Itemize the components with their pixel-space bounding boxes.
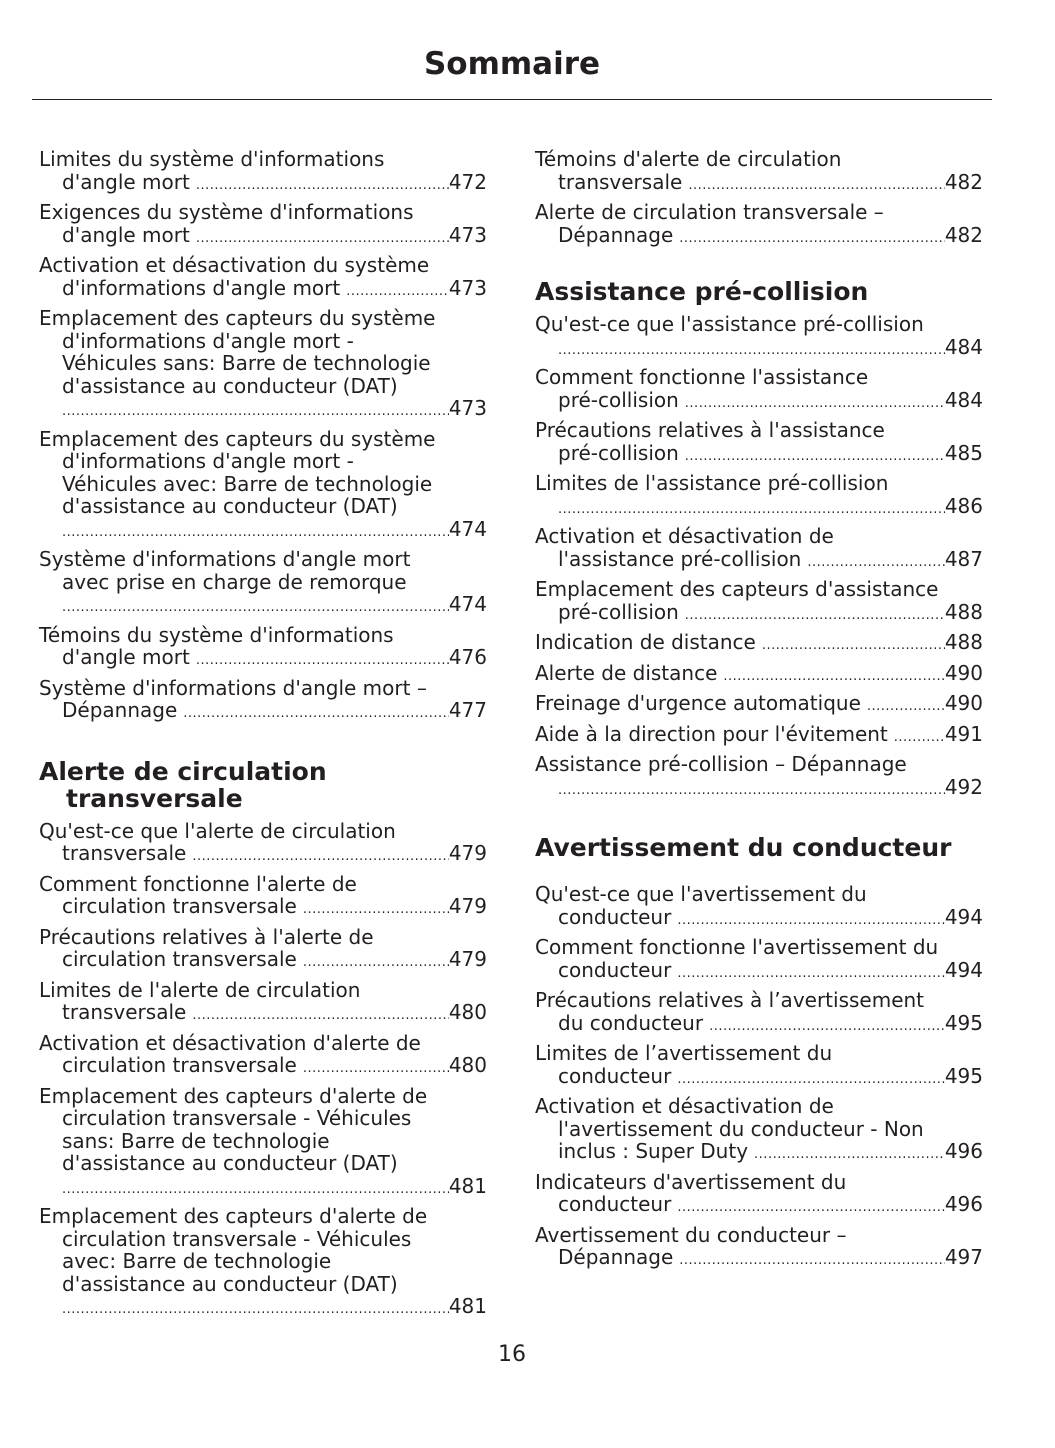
dot-leader bbox=[685, 393, 945, 416]
toc-entry[interactable] bbox=[535, 419, 983, 468]
section-heading-line: transversale bbox=[66, 783, 243, 813]
toc-entry-title: d'angle mort bbox=[62, 645, 190, 669]
dot-leader bbox=[558, 499, 945, 522]
toc-entry-title-line: avec prise en charge de remorque bbox=[62, 569, 407, 594]
toc-page-number: 479 bbox=[448, 894, 487, 918]
dot-leader bbox=[303, 952, 449, 975]
toc-entry[interactable] bbox=[535, 1042, 983, 1091]
toc-entry-title: Dépannage bbox=[558, 1245, 674, 1269]
toc-entry-leader-line bbox=[535, 336, 983, 363]
toc-entry-title-line: Témoins d'alerte de circulation bbox=[535, 147, 842, 171]
toc-entry-title: d'angle mort bbox=[62, 222, 190, 247]
dot-leader bbox=[558, 780, 945, 803]
toc-entry[interactable] bbox=[535, 366, 983, 415]
toc-entry-title: pré-collision bbox=[558, 599, 679, 624]
toc-page-number: 480 bbox=[448, 1000, 487, 1024]
toc-entry-title: du conducteur bbox=[558, 1010, 704, 1035]
toc-entry-leader-line bbox=[535, 224, 983, 251]
toc-entry[interactable] bbox=[535, 1224, 983, 1273]
toc-entry[interactable] bbox=[39, 1032, 487, 1081]
toc-entry[interactable] bbox=[535, 148, 983, 197]
title-divider bbox=[32, 99, 992, 100]
toc-entry-title-line: d'informations d'angle mort - bbox=[62, 328, 354, 353]
dot-leader bbox=[679, 1250, 945, 1273]
toc-right-column bbox=[535, 148, 983, 1277]
toc-entry-title-line: Emplacement des capteurs du système bbox=[39, 426, 436, 451]
toc-entry[interactable] bbox=[535, 989, 983, 1038]
toc-entry-title-line: Assistance pré-collision – Dépannage bbox=[535, 752, 907, 776]
toc-entry[interactable] bbox=[39, 1085, 487, 1202]
toc-entry-leader-line bbox=[535, 442, 983, 469]
section-heading-pre-collision-assist: Assistance pré-collision bbox=[535, 277, 869, 306]
toc-page-number: 484 bbox=[944, 387, 983, 412]
toc-entry-title: Aide à la direction pour l'évitement bbox=[535, 721, 888, 746]
toc-entry[interactable] bbox=[39, 1205, 487, 1322]
toc-page-number: 495 bbox=[944, 1063, 983, 1088]
toc-entry-leader-line bbox=[39, 646, 487, 673]
toc-entry-title: conducteur bbox=[558, 1063, 672, 1088]
section-heading-cross-traffic-alert bbox=[39, 758, 487, 812]
toc-entry-leader-line bbox=[39, 1001, 487, 1028]
toc-entry[interactable] bbox=[39, 254, 487, 303]
toc-page-number: 482 bbox=[944, 222, 983, 247]
toc-entry-title-line: d'assistance au conducteur (DAT) bbox=[62, 373, 398, 398]
toc-entry-title-line: Comment fonctionne l'alerte de bbox=[39, 871, 357, 896]
toc-entry[interactable] bbox=[535, 723, 983, 750]
dot-leader bbox=[685, 605, 945, 628]
dot-leader bbox=[723, 666, 944, 689]
toc-entry-title-line: Système d'informations d'angle mort bbox=[39, 547, 411, 571]
toc-entry-title-line: Emplacement des capteurs du système bbox=[39, 306, 436, 330]
toc-entry-title: Freinage d'urgence automatique bbox=[535, 691, 861, 715]
toc-entry-leader-line bbox=[535, 959, 983, 986]
toc-entry-leader-line bbox=[39, 593, 487, 620]
toc-entry[interactable] bbox=[39, 428, 487, 545]
dot-leader bbox=[762, 635, 945, 658]
toc-entry-title-line: Emplacement des capteurs d'alerte de bbox=[39, 1083, 428, 1108]
toc-entry[interactable] bbox=[39, 307, 487, 424]
toc-entry-leader-line bbox=[535, 601, 983, 628]
toc-entry-title: conducteur bbox=[558, 1192, 672, 1216]
toc-entry-title-line: Véhicules avec: Barre de technologie bbox=[62, 471, 433, 496]
toc-entry-leader-line bbox=[535, 389, 983, 416]
dot-leader bbox=[677, 1069, 944, 1092]
toc-page-number: 472 bbox=[448, 169, 487, 194]
toc-entry-title-line: d'assistance au conducteur (DAT) bbox=[62, 1271, 398, 1296]
toc-entry-title: pré-collision bbox=[558, 440, 679, 465]
dot-leader bbox=[677, 910, 944, 933]
toc-entry[interactable] bbox=[39, 926, 487, 975]
toc-entry-title-line: Système d'informations d'angle mort – bbox=[39, 675, 427, 700]
toc-entry-title-line: d'assistance au conducteur (DAT) bbox=[62, 494, 398, 518]
toc-entry-leader-line bbox=[535, 1065, 983, 1092]
section-heading-driver-alert: Avertissement du conducteur bbox=[535, 833, 952, 862]
toc-entry-leader-line bbox=[535, 631, 983, 658]
toc-entry-title-line: l'avertissement du conducteur - Non bbox=[558, 1116, 924, 1141]
toc-entry-title-line: Activation et désactivation de bbox=[535, 1094, 834, 1118]
toc-entry-leader-line bbox=[535, 1193, 983, 1220]
toc-entry-title: Dépannage bbox=[62, 698, 178, 722]
toc-group bbox=[39, 820, 487, 1322]
toc-entry-leader-line bbox=[535, 723, 983, 750]
toc-entry-title: inclus : Super Duty bbox=[558, 1139, 749, 1163]
toc-entry-title-line: Limites du système d'informations bbox=[39, 147, 385, 171]
toc-entry[interactable] bbox=[535, 313, 983, 362]
dot-leader bbox=[346, 281, 449, 304]
dot-leader bbox=[196, 650, 449, 673]
dot-leader bbox=[196, 228, 449, 251]
toc-page-number: 474 bbox=[448, 592, 487, 616]
toc-page-number: 479 bbox=[448, 947, 487, 971]
toc-page-number: 474 bbox=[448, 516, 487, 541]
toc-entry-leader-line bbox=[535, 495, 983, 522]
toc-entry[interactable] bbox=[535, 578, 983, 627]
toc-page-number: 491 bbox=[944, 721, 983, 746]
toc-entry[interactable] bbox=[535, 936, 983, 985]
toc-entry-leader-line bbox=[39, 948, 487, 975]
dot-leader bbox=[894, 727, 945, 750]
toc-page-number: 477 bbox=[448, 698, 487, 722]
toc-page-number: 487 bbox=[944, 546, 983, 571]
toc-page-number: 473 bbox=[448, 275, 487, 300]
page-title: Sommaire bbox=[423, 46, 601, 82]
toc-entry-title-line: Activation et désactivation de bbox=[535, 524, 834, 548]
dot-leader bbox=[183, 703, 449, 726]
toc-entry-title-line: Indicateurs d'avertissement du bbox=[535, 1169, 847, 1194]
section-heading-line: Alerte de circulation bbox=[39, 756, 327, 786]
toc-page-number: 494 bbox=[944, 957, 983, 982]
dot-leader bbox=[679, 228, 945, 251]
toc-entry[interactable] bbox=[39, 201, 487, 250]
dot-leader bbox=[558, 340, 945, 363]
toc-entry-title-line: Activation et désactivation du système bbox=[39, 253, 430, 277]
toc-page-number: 488 bbox=[944, 599, 983, 624]
toc-entry-leader-line bbox=[39, 842, 487, 869]
dot-leader bbox=[754, 1144, 945, 1167]
toc-entry[interactable] bbox=[39, 148, 487, 197]
toc-entry[interactable] bbox=[39, 624, 487, 673]
toc-entry-leader-line bbox=[39, 1295, 487, 1322]
dot-leader bbox=[62, 401, 449, 424]
toc-entry-title-line: Avertissement du conducteur – bbox=[535, 1222, 847, 1247]
toc-entry-title: l'assistance pré-collision bbox=[558, 546, 802, 571]
dot-leader bbox=[303, 1058, 449, 1081]
toc-page-number: 496 bbox=[944, 1139, 983, 1163]
toc-entry-title: conducteur bbox=[558, 957, 672, 982]
toc-entry-title: Dépannage bbox=[558, 222, 674, 247]
toc-entry[interactable] bbox=[535, 631, 983, 658]
dot-leader bbox=[62, 1299, 449, 1322]
toc-entry[interactable] bbox=[535, 1171, 983, 1220]
dot-leader bbox=[303, 899, 449, 922]
toc-entry-title: transversale bbox=[62, 1000, 187, 1024]
dot-leader bbox=[867, 696, 945, 719]
dot-leader bbox=[62, 522, 449, 545]
toc-page-number: 473 bbox=[448, 222, 487, 247]
toc-entry-leader-line bbox=[39, 518, 487, 545]
dot-leader bbox=[192, 1005, 448, 1028]
toc-page-number: 485 bbox=[944, 440, 983, 465]
toc-entry[interactable] bbox=[39, 677, 487, 726]
toc-entry-title: d'angle mort bbox=[62, 169, 190, 194]
toc-entry-leader-line bbox=[535, 1012, 983, 1039]
toc-entry-title: circulation transversale bbox=[62, 947, 297, 971]
dot-leader bbox=[709, 1016, 945, 1039]
toc-page-number: 490 bbox=[944, 691, 983, 715]
toc-group bbox=[39, 148, 487, 726]
toc-page-number: 481 bbox=[448, 1173, 487, 1198]
toc-entry[interactable] bbox=[39, 979, 487, 1028]
toc-entry-leader-line bbox=[39, 1054, 487, 1081]
toc-entry[interactable] bbox=[535, 692, 983, 719]
toc-entry-leader-line bbox=[535, 662, 983, 689]
toc-entry-title-line: Précautions relatives à l'assistance bbox=[535, 418, 885, 442]
toc-page-number: 473 bbox=[448, 396, 487, 420]
toc-entry[interactable] bbox=[39, 873, 487, 922]
toc-entry-title-line: Comment fonctionne l'avertissement du bbox=[535, 935, 939, 959]
toc-entry-title: circulation transversale bbox=[62, 1053, 297, 1077]
dot-leader bbox=[688, 175, 944, 198]
toc-entry-title: Indication de distance bbox=[535, 630, 756, 654]
toc-page-number: 476 bbox=[448, 645, 487, 669]
toc-page-number: 497 bbox=[944, 1245, 983, 1269]
toc-entry-title: transversale bbox=[62, 841, 187, 865]
toc-entry-title: conducteur bbox=[558, 904, 672, 929]
toc-page-number: 495 bbox=[944, 1010, 983, 1035]
toc-entry-title-line: Limites de l’avertissement du bbox=[535, 1041, 833, 1065]
dot-leader bbox=[192, 846, 448, 869]
toc-entry[interactable] bbox=[535, 201, 983, 250]
dot-leader bbox=[677, 963, 944, 986]
dot-leader bbox=[807, 552, 944, 575]
toc-page-number: 490 bbox=[944, 660, 983, 685]
toc-page-number: 479 bbox=[448, 841, 487, 865]
toc-entry-title-line: Précautions relatives à l'alerte de bbox=[39, 924, 374, 949]
toc-entry-title-line: circulation transversale - Véhicules bbox=[62, 1226, 412, 1251]
toc-entry-title: circulation transversale bbox=[62, 894, 297, 918]
toc-entry-title-line: Exigences du système d'informations bbox=[39, 200, 414, 224]
toc-entry[interactable] bbox=[535, 662, 983, 689]
toc-entry-title-line: Véhicules sans: Barre de technologie bbox=[62, 351, 431, 375]
toc-entry-title: Alerte de distance bbox=[535, 660, 718, 685]
toc-entry[interactable] bbox=[535, 753, 983, 802]
dot-leader bbox=[685, 446, 945, 469]
toc-entry-title-line: Qu'est-ce que l'avertissement du bbox=[535, 882, 867, 906]
toc-entry-leader-line bbox=[39, 224, 487, 251]
toc-entry-title-line: sans: Barre de technologie bbox=[62, 1128, 330, 1153]
toc-entry-leader-line bbox=[39, 277, 487, 304]
toc-left-column bbox=[39, 148, 487, 1326]
toc-entry[interactable] bbox=[39, 548, 487, 620]
toc-entry-title-line: circulation transversale - Véhicules bbox=[62, 1106, 412, 1130]
toc-entry[interactable] bbox=[535, 525, 983, 574]
toc-entry-title-line: Activation et désactivation d'alerte de bbox=[39, 1030, 421, 1055]
toc-group bbox=[535, 148, 983, 250]
toc-entry-title: d'informations d'angle mort bbox=[62, 275, 341, 300]
toc-entry-leader-line bbox=[535, 1246, 983, 1273]
toc-entry-title: pré-collision bbox=[558, 387, 679, 412]
toc-entry-title-line: avec: Barre de technologie bbox=[62, 1249, 332, 1273]
toc-page-number: 480 bbox=[448, 1053, 487, 1077]
toc-entry-title: transversale bbox=[558, 169, 683, 194]
toc-entry[interactable] bbox=[535, 1095, 983, 1167]
toc-entry-leader-line bbox=[535, 1140, 983, 1167]
dot-leader bbox=[62, 597, 449, 620]
dot-leader bbox=[62, 1179, 449, 1202]
toc-group bbox=[535, 313, 983, 802]
toc-entry-title-line: Emplacement des capteurs d'assistance bbox=[535, 577, 939, 601]
toc-entry-leader-line bbox=[39, 171, 487, 198]
toc-entry-title-line: Qu'est-ce que l'assistance pré-collision bbox=[535, 312, 924, 336]
toc-page-number: 486 bbox=[944, 493, 983, 518]
toc-entry-title-line: d'informations d'angle mort - bbox=[62, 449, 354, 473]
toc-page-number: 496 bbox=[944, 1192, 983, 1216]
toc-entry-leader-line bbox=[535, 548, 983, 575]
toc-page-number: 488 bbox=[944, 630, 983, 654]
toc-entry-title-line: Emplacement des capteurs d'alerte de bbox=[39, 1204, 428, 1228]
toc-entry-title-line: Qu'est-ce que l'alerte de circulation bbox=[39, 818, 396, 843]
toc-page-number: 494 bbox=[944, 904, 983, 929]
dot-leader bbox=[196, 175, 449, 198]
toc-entry-title-line: d'assistance au conducteur (DAT) bbox=[62, 1151, 398, 1175]
toc-entry-leader-line bbox=[39, 699, 487, 726]
toc-entry-title-line: Limites de l'assistance pré-collision bbox=[535, 471, 889, 495]
page-number: 16 bbox=[498, 1342, 526, 1367]
toc-entry[interactable] bbox=[39, 820, 487, 869]
toc-entry[interactable] bbox=[535, 472, 983, 521]
toc-page-number: 492 bbox=[944, 774, 983, 799]
toc-entry-title-line: Alerte de circulation transversale – bbox=[535, 200, 884, 224]
toc-entry-leader-line bbox=[535, 776, 983, 803]
toc-entry-title-line: Précautions relatives à l’avertissement bbox=[535, 988, 925, 1012]
toc-entry-leader-line bbox=[39, 895, 487, 922]
toc-page-number: 481 bbox=[448, 1294, 487, 1318]
toc-entry-leader-line bbox=[535, 692, 983, 719]
toc-entry[interactable] bbox=[535, 883, 983, 932]
toc-entry-leader-line bbox=[39, 1175, 487, 1202]
toc-entry-title-line: Limites de l'alerte de circulation bbox=[39, 977, 361, 1002]
toc-entry-leader-line bbox=[39, 397, 487, 424]
toc-group bbox=[535, 883, 983, 1273]
toc-entry-leader-line bbox=[535, 171, 983, 198]
toc-entry-title-line: Comment fonctionne l'assistance bbox=[535, 365, 869, 389]
toc-page-number: 482 bbox=[944, 169, 983, 194]
toc-entry-leader-line bbox=[535, 906, 983, 933]
toc-entry-title-line: Témoins du système d'informations bbox=[39, 622, 394, 647]
dot-leader bbox=[677, 1197, 944, 1220]
toc-page-number: 484 bbox=[944, 334, 983, 359]
